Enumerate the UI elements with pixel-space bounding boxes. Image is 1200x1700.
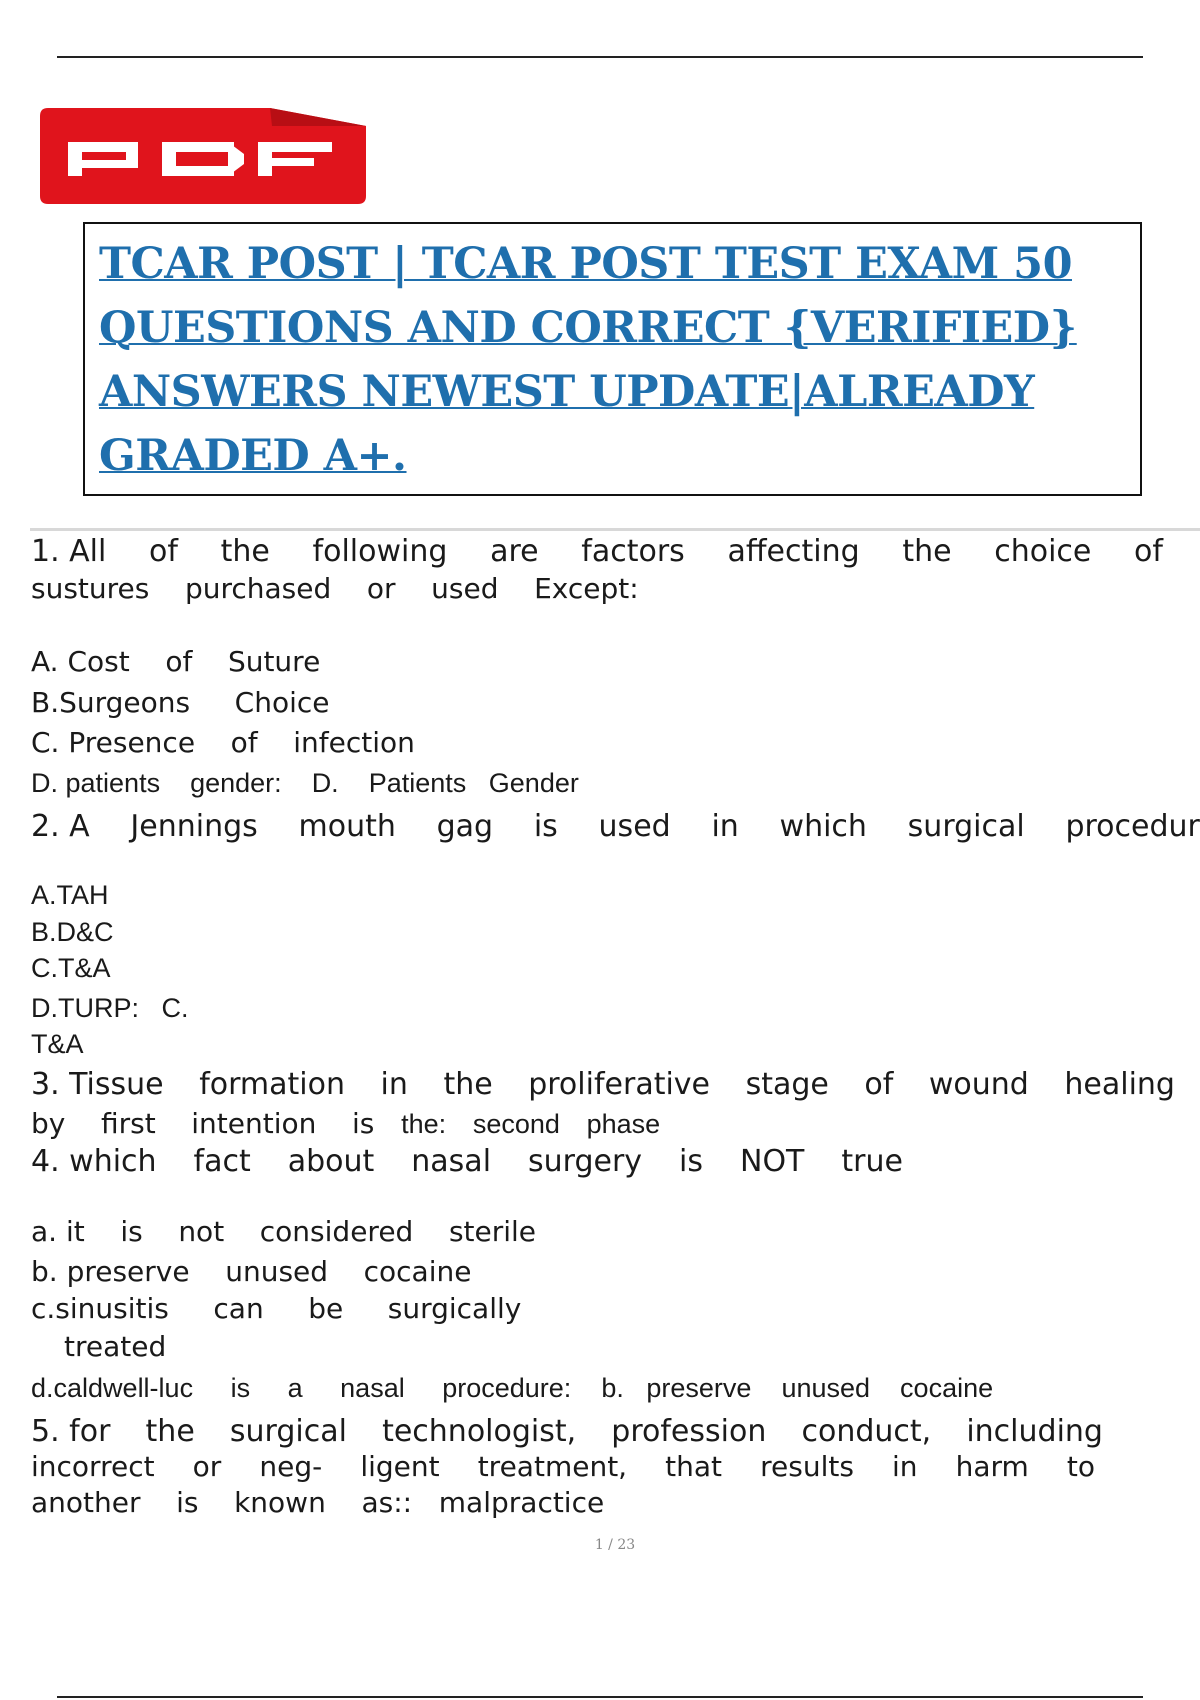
title-link-line-3[interactable]: ANSWERS NEWEST UPDATE|ALREADY xyxy=(99,367,1035,417)
title-link-line-1[interactable]: TCAR POST | TCAR POST TEST EXAM 50 xyxy=(99,239,1072,289)
q1-stem-line-2: sustures purchased or used Except: xyxy=(31,572,639,605)
top-rule xyxy=(57,56,1143,58)
q4-option-c: c.sinusitis can be surgically xyxy=(31,1292,522,1325)
title-link-line-2[interactable]: QUESTIONS AND CORRECT {VERIFIED} xyxy=(99,303,1077,353)
q5-stem-line-3-answer: another is known as:: malpractice xyxy=(31,1486,605,1519)
q2-option-d-answer: D.TURP: C. xyxy=(31,993,189,1023)
page-number: 1 / 23 xyxy=(594,1537,636,1553)
title-link-line-4[interactable]: GRADED A+. xyxy=(99,431,407,481)
bottom-rule xyxy=(57,1696,1143,1698)
q4-stem-line-1: 4. which fact about nasal surgery is NOT true xyxy=(31,1144,903,1179)
q1-stem-line-1: 1. All of the following are factors affecting the choice of xyxy=(31,534,1163,569)
q2-option-c: C.T&A xyxy=(31,953,111,983)
q2-option-b: B.D&C xyxy=(31,917,114,947)
q4-option-c-cont: treated xyxy=(64,1330,167,1363)
section-separator xyxy=(30,528,1200,531)
q3-stem-line-1: 3. Tissue formation in the proliferative stage of wound healing xyxy=(31,1067,1175,1102)
q5-stem-line-2: incorrect or neg- ligent treatment, that results in harm to xyxy=(31,1450,1095,1483)
q2-option-a: A.TAH xyxy=(31,880,109,910)
q2-stem-line-1: 2. A Jennings mouth gag is used in which surgical procedur xyxy=(31,809,1200,844)
q1-option-c: C. Presence of infection xyxy=(31,726,415,759)
q1-option-d-answer: D. patients gender: D. Patients Gender xyxy=(31,768,579,798)
q4-option-b-answer: b. preserve unused cocaine xyxy=(31,1255,472,1288)
q1-option-b: B.Surgeons Choice xyxy=(31,686,330,719)
q5-stem-line-1: 5. for the surgical technologist, profession conduct, including xyxy=(31,1414,1103,1449)
q4-option-a: a. it is not considered sterile xyxy=(31,1215,537,1248)
q4-option-d-answer: d.caldwell-luc is a nasal procedure: b. preserve unused cocaine xyxy=(31,1373,994,1403)
pdf-logo-icon xyxy=(40,108,366,204)
q1-option-a: A. Cost of Suture xyxy=(31,645,321,678)
q2-answer-tail: T&A xyxy=(31,1029,84,1059)
q3-stem-line-2-answer: by first intention is the: second phase xyxy=(31,1107,661,1140)
title-box xyxy=(83,222,1142,496)
